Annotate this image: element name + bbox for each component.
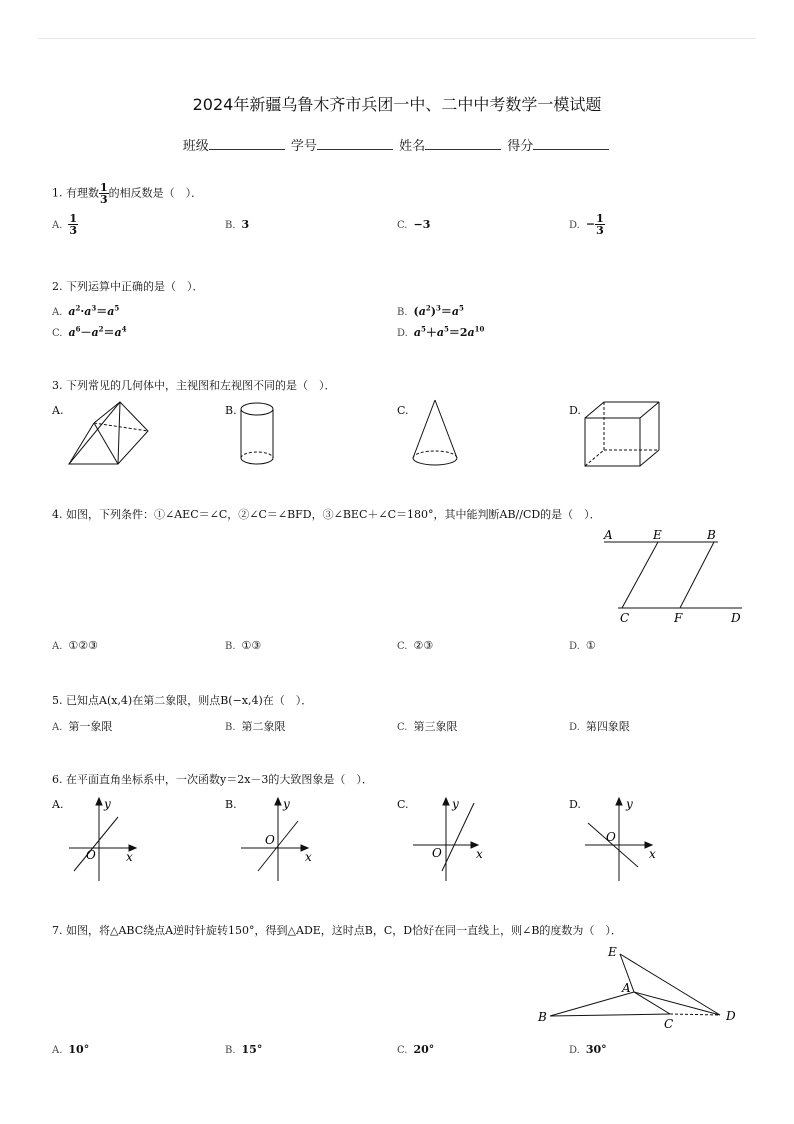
fraction [99, 182, 109, 205]
option-label: D. [569, 722, 580, 733]
minus-sign: − [585, 217, 596, 231]
option-value: ① [585, 639, 596, 652]
cone-figure [410, 398, 460, 470]
top-rule [38, 38, 756, 39]
fraction-numerator: 1 [596, 212, 604, 225]
point-label-c: C [664, 1017, 674, 1031]
q4-option-c[interactable] [397, 639, 433, 652]
option-value: 20° [413, 1043, 435, 1056]
option-label: D. [397, 328, 408, 339]
q1-option-b[interactable] [225, 218, 249, 231]
option-label: A. [52, 307, 63, 318]
option-value: 3 [241, 218, 250, 231]
question-number: 3. [52, 379, 63, 392]
fraction-denominator: 3 [69, 224, 78, 237]
option-label: B. [225, 220, 236, 231]
name-blank[interactable] [425, 137, 501, 150]
graph-option-a [66, 795, 146, 885]
q5-option-a[interactable] [52, 718, 112, 734]
option-value: 30° [585, 1043, 607, 1056]
axis-y-label: y [452, 797, 459, 811]
question-number: 2. [52, 280, 63, 293]
option-label: D. [569, 1045, 580, 1056]
number-label: 学号 [290, 139, 317, 154]
axis-x-label: x [126, 850, 133, 864]
q6-option-b-label[interactable]: B. [225, 798, 237, 811]
number-blank[interactable] [317, 137, 393, 150]
class-blank[interactable] [209, 137, 285, 150]
axis-y-label: y [626, 797, 633, 811]
question-text: 下列常见的几何体中，主视图和左视图不同的是（ ）． [66, 379, 336, 392]
fraction-numerator: 1 [69, 212, 78, 225]
q1-option-d[interactable] [569, 213, 605, 236]
score-label: 得分 [507, 139, 534, 154]
question-number: 5. [52, 694, 63, 707]
question-text: 在平面直角坐标系中，一次函数y＝2x－3的大致图象是（ ）． [66, 773, 373, 786]
axis-y-label: y [104, 797, 111, 811]
point-label-d: D [731, 611, 741, 625]
class-label: 班级 [182, 139, 209, 154]
cube-figure [582, 400, 664, 470]
option-label: B. [225, 722, 236, 733]
q7-option-d[interactable] [569, 1043, 607, 1056]
question-4 [52, 506, 601, 522]
axis-x-label: x [476, 847, 483, 861]
point-label-c: C [620, 611, 630, 625]
option-label: B. [225, 641, 236, 652]
option-label: C. [397, 722, 408, 733]
student-info-line [0, 135, 794, 154]
option-value: ①③ [241, 639, 262, 652]
point-label-f: F [674, 611, 683, 625]
name-label: 姓名 [399, 139, 426, 154]
origin-label: O [86, 848, 96, 862]
question-number: 7. [52, 924, 63, 937]
question-text-end: 的相反数是（ ）． [108, 186, 203, 200]
question-6 [52, 771, 373, 787]
option-label: C. [397, 220, 408, 231]
axis-x-label: x [305, 850, 312, 864]
option-formula: $(a^2)^3=a^5$ [413, 303, 464, 318]
option-label: A. [52, 1045, 63, 1056]
q1-option-a[interactable] [52, 213, 78, 236]
fraction-denominator: 3 [596, 224, 604, 237]
q5-option-c[interactable] [397, 718, 457, 734]
option-label: D. [569, 219, 580, 231]
point-label-e: E [653, 528, 662, 542]
graph-option-c [410, 795, 490, 885]
option-label: A. [52, 219, 63, 231]
origin-label: O [432, 846, 442, 860]
q4-option-d[interactable] [569, 639, 596, 652]
q6-option-a-label[interactable]: A. [52, 798, 64, 811]
option-value: −3 [413, 218, 431, 231]
graph-option-b [238, 795, 318, 885]
axis-x-label: x [649, 847, 656, 861]
option-fraction [595, 213, 605, 236]
q2-option-b[interactable] [397, 303, 464, 319]
option-formula: $a^2\cdot a^3=a^5$ [68, 303, 120, 318]
question-text: 如图，下列条件：①∠AEC＝∠C，②∠C＝∠BFD，③∠BEC＋∠C＝180°，其中能判断AB//CD的是（ ）． [66, 508, 601, 521]
option-fraction [68, 213, 78, 236]
option-value: 10° [68, 1043, 90, 1056]
parallel-lines-figure [600, 528, 750, 628]
q7-option-b[interactable] [225, 1043, 262, 1056]
q7-option-c[interactable] [397, 1043, 434, 1056]
score-blank[interactable] [533, 137, 609, 150]
q4-option-a[interactable] [52, 639, 98, 652]
q2-option-c[interactable] [52, 324, 127, 340]
option-value: 第三象限 [413, 720, 458, 733]
q3-option-c-label[interactable]: C. [397, 404, 409, 417]
point-label-b: B [538, 1010, 547, 1024]
q5-option-b[interactable] [225, 718, 286, 734]
fraction-numerator: 1 [100, 181, 108, 194]
page-title: 2024年新疆乌鲁木齐市兵团一中、二中中考数学一模试题 [192, 95, 602, 114]
question-3 [52, 377, 336, 393]
graph-option-d [582, 795, 662, 885]
question-text: 如图，将△ABC绕点A逆时针旋转150°，得到△ADE，这时点B，C，D恰好在同一直线上，则∠B的度数为（ ）． [66, 924, 622, 937]
question-number: 1. [52, 186, 63, 200]
option-value: 第四象限 [585, 720, 630, 733]
rotation-triangle-figure [534, 942, 744, 1034]
q6-option-c-label[interactable]: C. [397, 798, 409, 811]
q1-option-c[interactable] [397, 218, 430, 231]
question-7 [52, 922, 622, 938]
option-value: 15° [241, 1043, 263, 1056]
point-label-a: A [622, 981, 631, 995]
q3-option-a-label[interactable]: A. [52, 404, 64, 417]
triangular-prism-figure [66, 400, 156, 470]
option-label: B. [397, 307, 408, 318]
origin-label: O [606, 830, 616, 844]
option-value: 第二象限 [241, 720, 286, 733]
q5-option-d[interactable] [569, 718, 630, 734]
option-label: C. [397, 641, 408, 652]
question-text: 下列运算中正确的是（ ）． [66, 280, 204, 293]
point-label-a: A [604, 528, 613, 542]
axis-y-label: y [283, 797, 290, 811]
option-formula: $a^6-a^2=a^4$ [68, 324, 127, 339]
question-5 [52, 692, 312, 708]
q3-option-b-label[interactable]: B. [225, 404, 237, 417]
option-label: A. [52, 722, 63, 733]
question-number: 6. [52, 773, 63, 786]
option-label: C. [52, 328, 63, 339]
cylinder-figure [238, 400, 278, 470]
q4-option-b[interactable] [225, 639, 261, 652]
q6-option-d-label[interactable]: D. [569, 798, 581, 811]
point-label-b: B [707, 528, 716, 542]
q3-option-d-label[interactable]: D. [569, 404, 581, 417]
option-value: ②③ [413, 639, 434, 652]
q2-option-d[interactable] [397, 324, 484, 340]
point-label-d: D [726, 1009, 736, 1023]
option-value: 第一象限 [68, 720, 113, 733]
option-label: D. [569, 641, 580, 652]
fraction-denominator: 3 [100, 193, 108, 206]
question-text: 有理数 [66, 186, 99, 200]
option-formula: $a^5+a^5=2a^{10}$ [413, 324, 485, 339]
origin-label: O [265, 833, 275, 847]
option-value: ①②③ [68, 639, 98, 652]
question-number: 4. [52, 508, 63, 521]
option-label: B. [225, 1045, 236, 1056]
point-label-e: E [608, 945, 617, 959]
q7-option-a[interactable] [52, 1043, 89, 1056]
question-1 [52, 182, 202, 205]
option-label: A. [52, 641, 63, 652]
q2-option-a[interactable] [52, 303, 119, 319]
question-2 [52, 278, 204, 294]
question-text: 已知点A(x,4)在第二象限，则点B(−x,4)在（ ）． [66, 694, 313, 707]
option-label: C. [397, 1045, 408, 1056]
